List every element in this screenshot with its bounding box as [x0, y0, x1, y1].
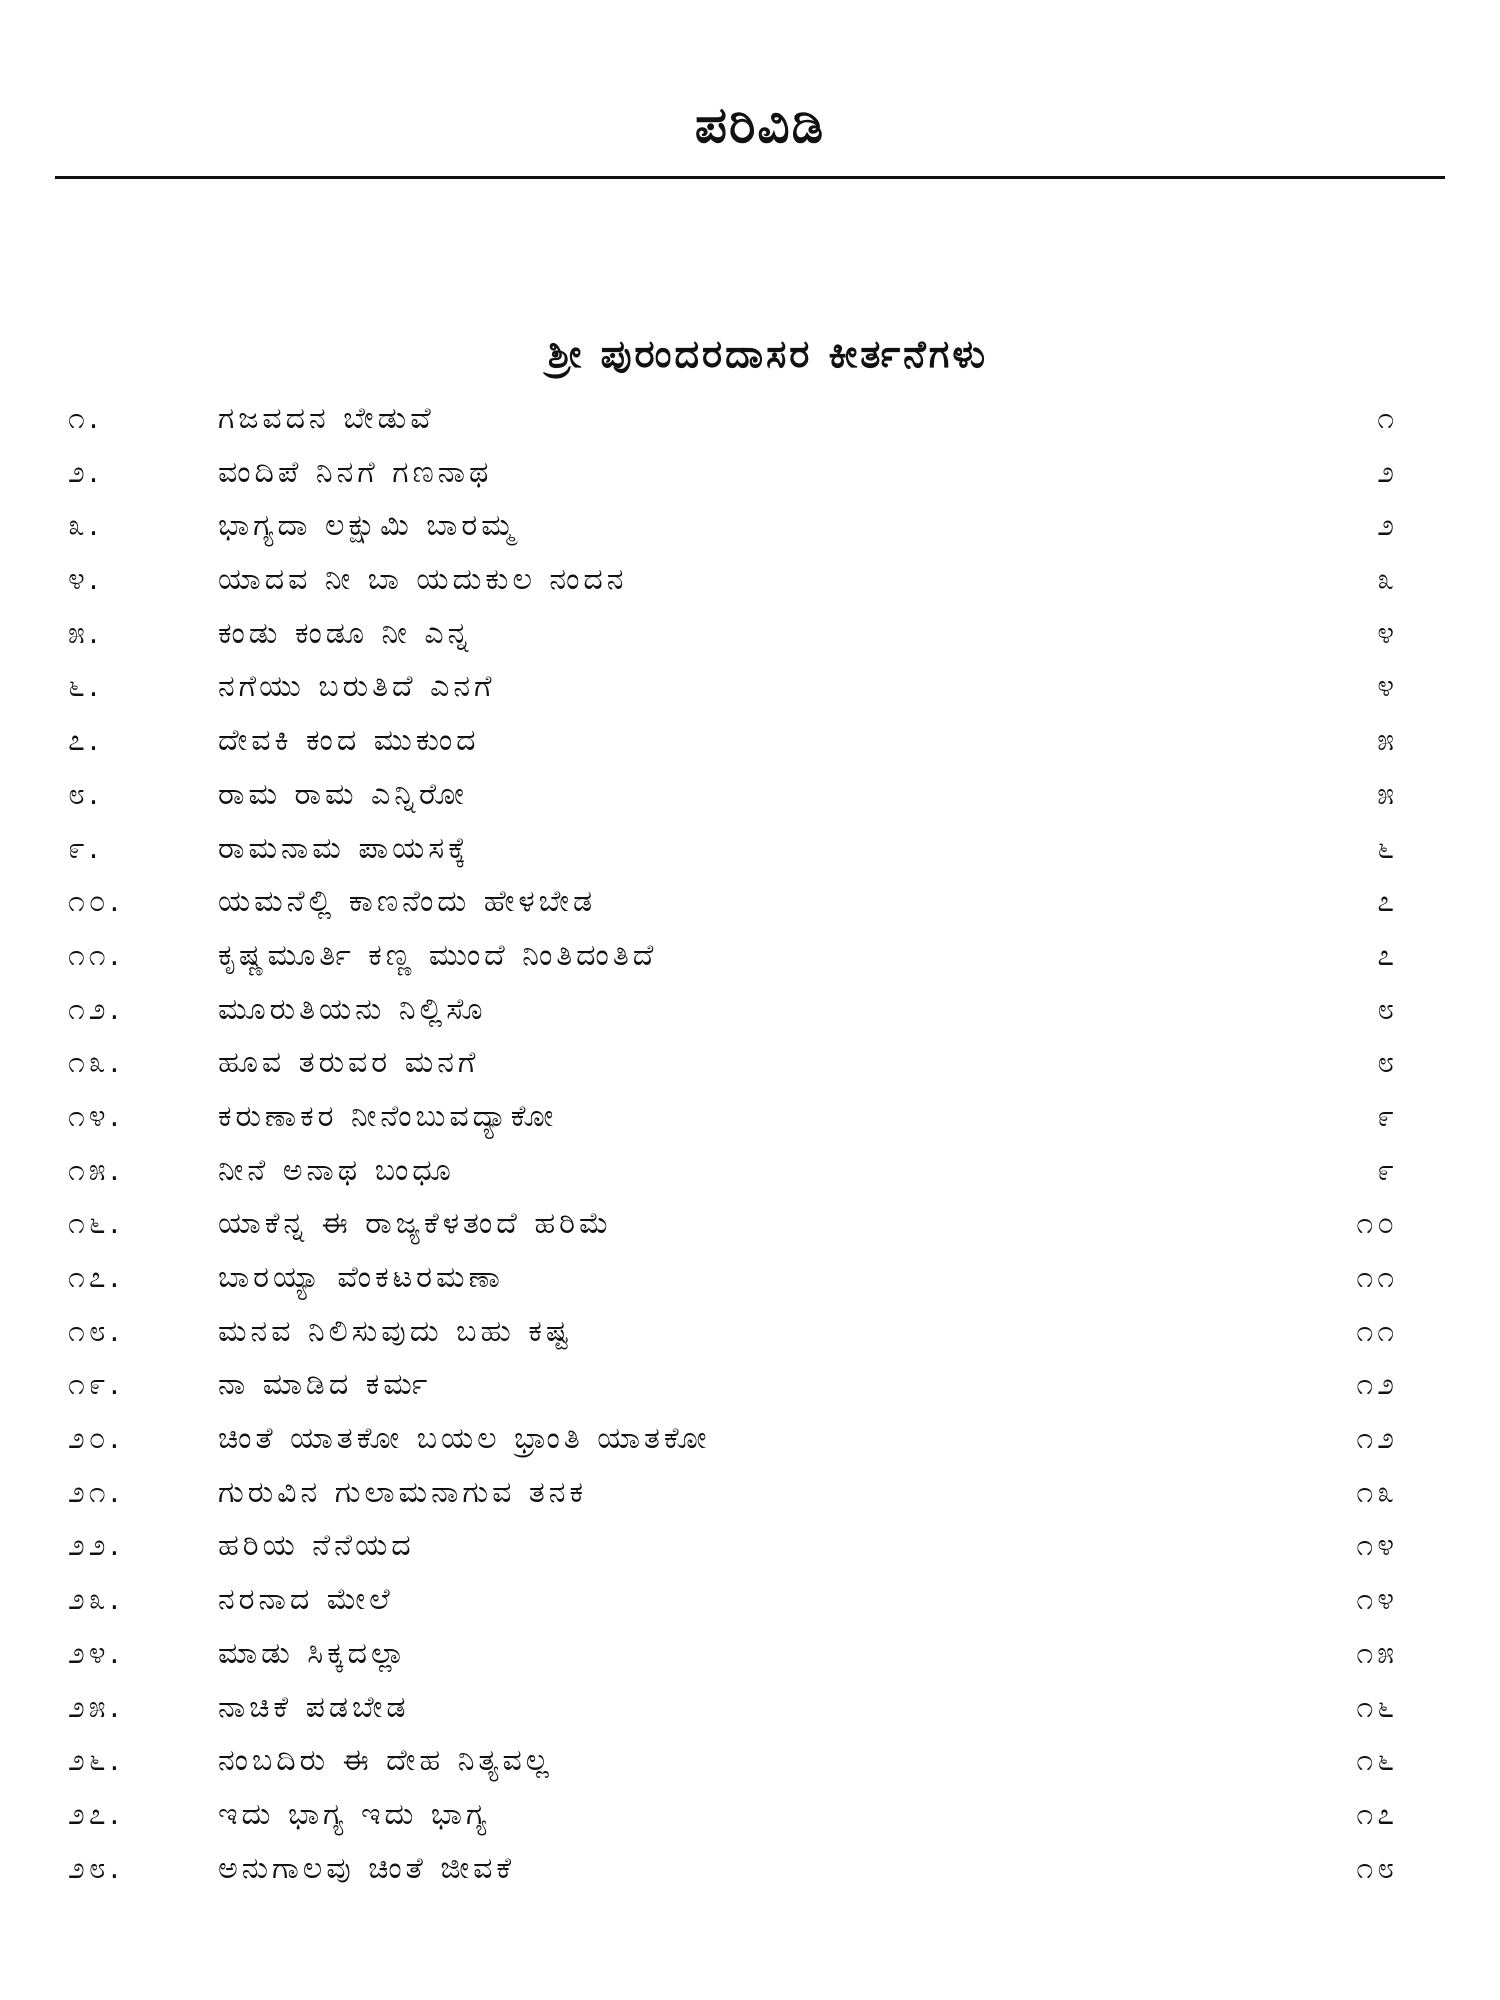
- entry-title: ರಾಮನಾಮ ಪಾಯಸಕ್ಕೆ: [218, 830, 470, 866]
- entry-page-number: ೪: [1377, 669, 1398, 705]
- toc-entry: [68, 1573, 1398, 1627]
- entry-title: ಕೃಷ್ಣಮೂರ್ತಿ ಕಣ್ಣ ಮುಂದೆ ನಿಂತಿದಂತಿದೆ: [218, 937, 658, 973]
- entry-number: ೧೪.: [68, 1098, 124, 1134]
- entry-page-number: ೧೩: [1356, 1474, 1398, 1510]
- entry-number: ೯.: [68, 830, 103, 866]
- entry-page-number: ೧೪: [1356, 1582, 1398, 1618]
- entry-title: ಚಿಂತೆ ಯಾತಕೋ ಬಯಲ ಭ್ರಾಂತಿ ಯಾತಕೋ: [218, 1421, 711, 1457]
- entry-number: ೨೮.: [68, 1850, 124, 1886]
- toc-entry: [68, 1036, 1398, 1090]
- entry-title: ಬಾರಯ್ಯಾ ವೆಂಕಟರಮಣಾ: [218, 1260, 504, 1295]
- entry-number: ೨೫.: [68, 1689, 124, 1725]
- entry-title: ಇದು ಭಾಗ್ಯ ಇದು ಭಾಗ್ಯ: [218, 1796, 491, 1832]
- entry-title: ನೀನೆ ಅನಾಥ ಬಂಧೂ: [218, 1152, 455, 1188]
- section-title: ಶ್ರೀ ಪುರಂದರದಾಸರ ಕೀರ್ತನೆಗಳು: [547, 332, 989, 376]
- toc-entry: [68, 983, 1398, 1037]
- toc-entry: [68, 1197, 1398, 1251]
- entry-number: ೨೬.: [68, 1743, 124, 1779]
- entry-page-number: ೫: [1377, 776, 1398, 812]
- toc-entry: [68, 1788, 1398, 1842]
- entry-number: ೧೭.: [68, 1260, 124, 1295]
- entry-page-number: ೯: [1377, 1098, 1398, 1134]
- entry-title: ಮಾಡು ಸಿಕ್ಕದಲ್ಲಾ: [218, 1635, 409, 1671]
- entry-number: ೫.: [68, 615, 103, 651]
- page-header: [0, 95, 1500, 155]
- entry-number: ೨೧.: [68, 1474, 124, 1510]
- entry-number: ೨೨.: [68, 1528, 124, 1564]
- toc-entry: [68, 1305, 1398, 1359]
- entry-page-number: ೮: [1377, 991, 1398, 1027]
- toc-entry: [68, 714, 1398, 768]
- entry-title: ಮನವ ನಿಲಿಸುವುದು ಬಹು ಕಷ್ಟ: [218, 1313, 573, 1349]
- toc-entry: [68, 875, 1398, 929]
- header-divider: [55, 176, 1445, 179]
- entry-page-number: ೧೪: [1356, 1528, 1398, 1564]
- entry-page-number: ೧೧: [1356, 1260, 1398, 1295]
- entry-title: ಯಾಕೆನ್ನ ಈ ರಾಜ್ಯಕೆಳತಂದೆ ಹರಿಮೆ: [218, 1206, 613, 1242]
- entry-title: ವಂದಿಪೆ ನಿನಗೆ ಗಣನಾಥ: [218, 454, 493, 490]
- table-of-contents: [68, 392, 1398, 1895]
- entry-number: ೧೯.: [68, 1367, 124, 1403]
- entry-page-number: ೪: [1377, 615, 1398, 651]
- toc-entry: [68, 553, 1398, 607]
- toc-entry: [68, 768, 1398, 822]
- entry-page-number: ೧೨: [1356, 1421, 1398, 1457]
- entry-title: ಹರಿಯ ನೆನೆಯದ: [218, 1528, 415, 1564]
- toc-entry: [68, 1090, 1398, 1144]
- entry-number: ೨೪.: [68, 1635, 124, 1671]
- toc-entry: [68, 392, 1398, 446]
- entry-page-number: ೭: [1377, 884, 1398, 920]
- entry-title: ನಾಚಿಕೆ ಪಡಬೇಡ: [218, 1689, 410, 1725]
- entry-number: ೧೧.: [68, 937, 124, 973]
- toc-entry: [68, 660, 1398, 714]
- entry-number: ೨೦.: [68, 1421, 124, 1457]
- toc-entry: [68, 607, 1398, 661]
- entry-page-number: ೧೦: [1356, 1206, 1398, 1242]
- toc-entry: [68, 1251, 1398, 1305]
- toc-entry: [68, 1734, 1398, 1788]
- entry-title: ಅನುಗಾಲವು ಚಿಂತೆ ಜೀವಕೆ: [218, 1850, 516, 1886]
- entry-number: ೧೫.: [68, 1152, 124, 1188]
- entry-number: ೨೩.: [68, 1582, 124, 1618]
- entry-title: ಭಾಗ್ಯದಾ ಲಕ್ಷುಮಿ ಬಾರಮ್ಮ: [218, 508, 518, 544]
- entry-title: ಕಂಡು ಕಂಡೂ ನೀ ಎನ್ನ: [218, 615, 473, 651]
- entry-page-number: ೬: [1377, 830, 1398, 866]
- entry-page-number: ೧೬: [1356, 1743, 1398, 1779]
- entry-number: ೩.: [68, 508, 103, 544]
- entry-title: ಗಜವದನ ಬೇಡುವೆ: [218, 401, 435, 436]
- entry-page-number: ೧೫: [1356, 1635, 1398, 1671]
- toc-entry: [68, 1519, 1398, 1573]
- entry-page-number: ೭: [1377, 937, 1398, 973]
- entry-number: ೧.: [68, 401, 103, 436]
- entry-page-number: ೯: [1377, 1152, 1398, 1188]
- entry-page-number: ೧೮: [1356, 1850, 1398, 1886]
- entry-title: ನಂಬದಿರು ಈ ದೇಹ ನಿತ್ಯವಲ್ಲ: [218, 1743, 553, 1779]
- entry-page-number: ೨: [1377, 454, 1398, 490]
- entry-title: ಗುರುವಿನ ಗುಲಾಮನಾಗುವ ತನಕ: [218, 1474, 587, 1510]
- entry-number: ೮.: [68, 776, 103, 812]
- entry-title: ನಾ ಮಾಡಿದ ಕರ್ಮ: [218, 1367, 432, 1403]
- entry-number: ೧೦.: [68, 884, 124, 920]
- entry-number: ೨.: [68, 454, 103, 490]
- toc-entry: [68, 1144, 1398, 1198]
- toc-entry: [68, 1842, 1398, 1896]
- toc-entry: [68, 929, 1398, 983]
- toc-entry: [68, 1627, 1398, 1681]
- entry-number: ೭.: [68, 723, 103, 759]
- entry-page-number: ೫: [1377, 723, 1398, 759]
- toc-entry: [68, 1466, 1398, 1520]
- toc-entry: [68, 446, 1398, 500]
- entry-title: ಯಾದವ ನೀ ಬಾ ಯದುಕುಲ ನಂದನ: [218, 562, 628, 598]
- entry-page-number: ೮: [1377, 1045, 1398, 1081]
- entry-page-number: ೧೬: [1356, 1689, 1398, 1725]
- entry-title: ಹೂವ ತರುವರ ಮನಗೆ: [218, 1045, 480, 1081]
- page-title: ಪರಿವಿಡಿ: [694, 96, 826, 154]
- entry-title: ನಗೆಯು ಬರುತಿದೆ ಎನಗೆ: [218, 669, 496, 705]
- toc-entry: [68, 822, 1398, 876]
- entry-page-number: ೨: [1377, 508, 1398, 544]
- entry-title: ಕರುಣಾಕರ ನೀನೆಂಬುವದ್ಯಾಕೋ: [218, 1098, 558, 1134]
- entry-title: ಯಮನೆಲ್ಲಿ ಕಾಣನೆಂದು ಹೇಳಬೇಡ: [218, 884, 597, 920]
- entry-title: ಮೂರುತಿಯನು ನಿಲ್ಲಿಸೊ: [218, 991, 487, 1027]
- entry-number: ೨೭.: [68, 1796, 124, 1832]
- entry-page-number: ೧: [1377, 401, 1398, 436]
- entry-page-number: ೧೨: [1356, 1367, 1398, 1403]
- entry-number: ೧೬.: [68, 1206, 124, 1242]
- entry-page-number: ೧೭: [1356, 1796, 1398, 1832]
- entry-number: ೧೮.: [68, 1313, 124, 1349]
- entry-title: ರಾಮ ರಾಮ ಎನ್ನಿರೋ: [218, 776, 468, 812]
- entry-number: ೧೨.: [68, 991, 124, 1027]
- entry-number: ೪.: [68, 562, 103, 598]
- entry-title: ನರನಾದ ಮೇಲೆ: [218, 1582, 394, 1618]
- entry-number: ೧೩.: [68, 1045, 124, 1081]
- toc-entry: [68, 1681, 1398, 1735]
- toc-entry: [68, 1412, 1398, 1466]
- entry-page-number: ೩: [1377, 562, 1398, 598]
- toc-entry: [68, 499, 1398, 553]
- toc-entry: [68, 1358, 1398, 1412]
- entry-number: ೬.: [68, 669, 103, 705]
- entry-page-number: ೧೧: [1356, 1313, 1398, 1349]
- entry-title: ದೇವಕಿ ಕಂದ ಮುಕುಂದ: [218, 723, 480, 759]
